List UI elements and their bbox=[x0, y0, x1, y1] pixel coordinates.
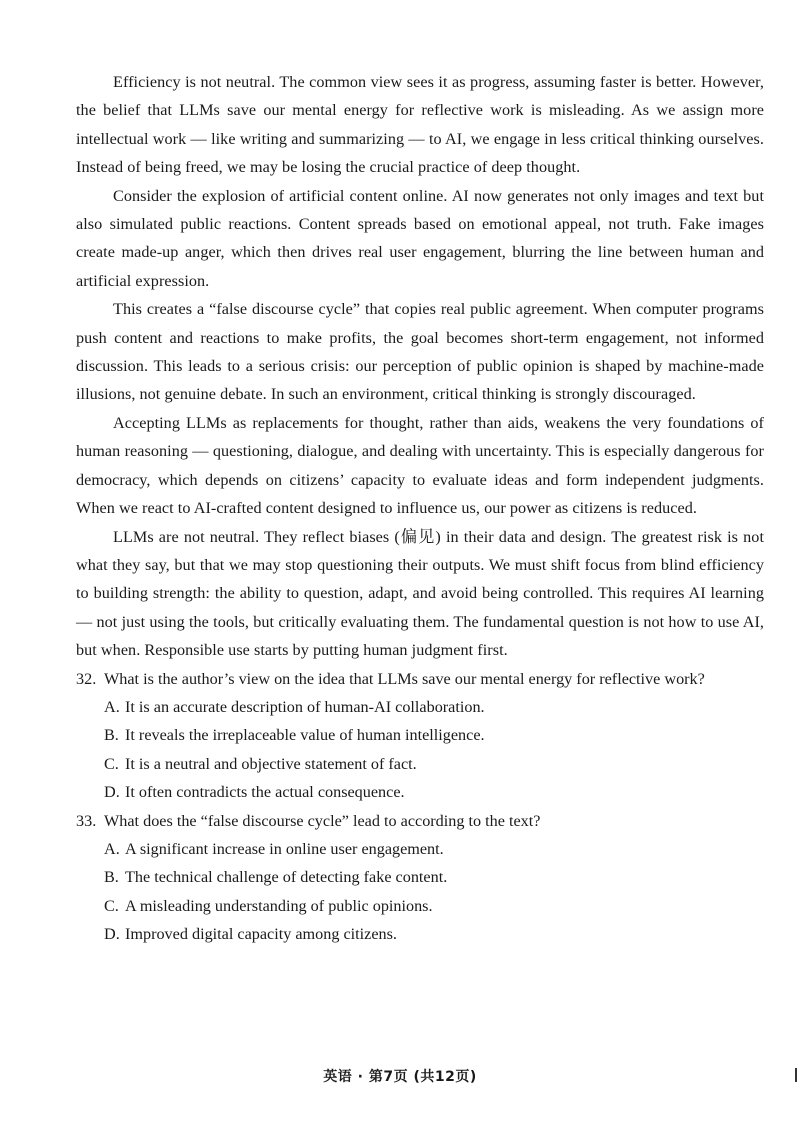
question-text: What is the author’s view on the idea that LLMs save our mental energy for reflective work? bbox=[104, 669, 705, 688]
passage-paragraph-3: This creates a “false discourse cycle” that copies real public agreement. When computer programs push content and reactions to make profits, the goal becomes short-term engagement, not informed discussion. This leads to a serious crisis: our perception of public opinion is shaped by machine-made illusions, not genuine debate. In such an environment, critical thinking is strongly discouraged. bbox=[76, 300, 764, 404]
option-a bbox=[76, 693, 764, 721]
question-32 bbox=[76, 665, 764, 807]
option-letter: A. bbox=[104, 839, 120, 858]
option-text: A significant increase in online user engagement. bbox=[125, 839, 444, 858]
scan-edge-mark bbox=[795, 1068, 797, 1082]
option-text: It is a neutral and objective statement of fact. bbox=[125, 754, 417, 773]
option-letter: B. bbox=[104, 868, 119, 887]
question-stem bbox=[76, 665, 764, 693]
option-text: It reveals the irreplaceable value of human intelligence. bbox=[125, 726, 485, 745]
option-c bbox=[76, 750, 764, 778]
option-b bbox=[76, 863, 764, 891]
question-33 bbox=[76, 807, 764, 949]
option-d bbox=[76, 778, 764, 806]
option-letter: C. bbox=[104, 754, 119, 773]
reading-passage bbox=[76, 68, 764, 665]
option-b bbox=[76, 721, 764, 749]
option-letter: D. bbox=[104, 783, 120, 802]
option-c bbox=[76, 892, 764, 920]
passage-paragraph-1: Efficiency is not neutral. The common view sees it as progress, assuming faster is better. However, the belief that LLMs save our mental energy for reflective work is misleading. As we assign more intellectual work — like writing and summarizing — to AI, we engage in less critical thinking ourselves. Instead of being freed, we may be losing the crucial practice of deep thought. bbox=[76, 73, 764, 177]
question-number: 32. bbox=[76, 669, 97, 688]
option-letter: D. bbox=[104, 925, 120, 944]
option-letter: C. bbox=[104, 896, 119, 915]
option-letter: B. bbox=[104, 726, 119, 745]
question-text: What does the “false discourse cycle” lead to according to the text? bbox=[104, 811, 541, 830]
option-letter: A. bbox=[104, 697, 120, 716]
option-text: A misleading understanding of public opinions. bbox=[125, 896, 433, 915]
option-text: Improved digital capacity among citizens. bbox=[125, 925, 397, 944]
option-d bbox=[76, 920, 764, 948]
option-text: The technical challenge of detecting fake content. bbox=[125, 868, 448, 887]
passage-paragraph-5: LLMs are not neutral. They reflect biases (偏见) in their data and design. The greatest risk is not what they say, but that we may stop questioning their outputs. We must shift focus from blind efficiency to building strength: the ability to question, adapt, and avoid being controlled. This requires AI learning — not just using the tools, but critically evaluating them. The fundamental question is not how to use AI, but when. Responsible use starts by putting human judgment first. bbox=[76, 527, 764, 660]
option-text: It is an accurate description of human-AI collaboration. bbox=[125, 697, 485, 716]
exam-page bbox=[76, 68, 764, 949]
passage-paragraph-2: Consider the explosion of artificial content online. AI now generates not only images and text but also simulated public reactions. Content spreads based on emotional appeal, not truth. Fake images create made-up anger, which then drives real user engagement, blurring the line between human and artificial expression. bbox=[76, 186, 764, 290]
page-footer: 英语 · 第7页 (共12页) bbox=[323, 1069, 477, 1085]
option-a bbox=[76, 835, 764, 863]
question-list bbox=[76, 665, 764, 949]
question-number: 33. bbox=[76, 811, 97, 830]
option-text: It often contradicts the actual consequence. bbox=[125, 783, 405, 802]
question-stem bbox=[76, 807, 764, 835]
passage-paragraph-4: Accepting LLMs as replacements for thought, rather than aids, weakens the very foundations of human reasoning — questioning, dialogue, and dealing with uncertainty. This is especially dangerous for democracy, which depends on citizens’ capacity to evaluate ideas and form independent judgments. When we react to AI-crafted content designed to influence us, our power as citizens is reduced. bbox=[76, 413, 764, 518]
